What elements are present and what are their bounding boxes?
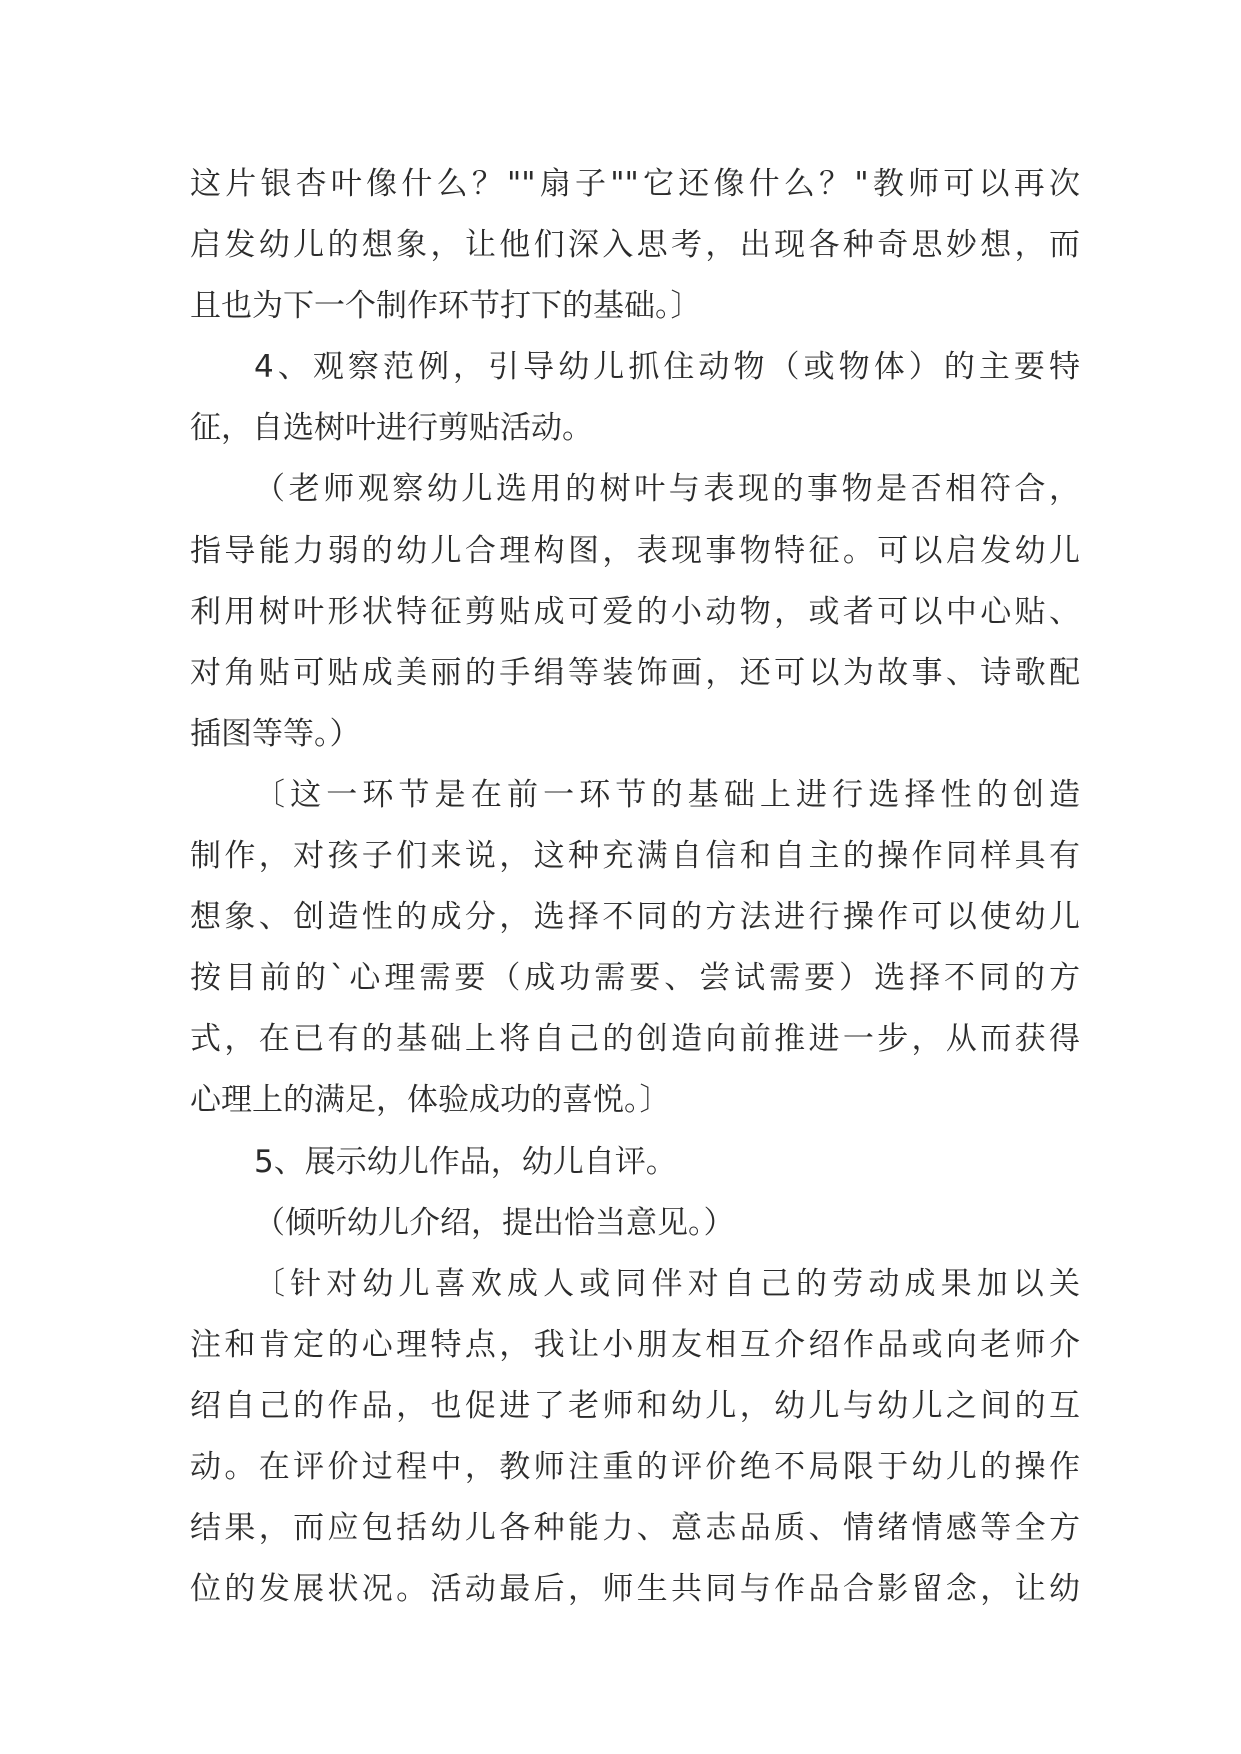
text-line: 这片银杏叶像什么？""扇子""它还像什么？"教师可以再次 — [190, 166, 1080, 202]
text-line: 插图等等。） — [190, 715, 361, 752]
text-line: 对角贴可贴成美丽的手绢等装饰画，还可以为故事、诗歌配 — [190, 654, 1080, 691]
text-line: 心理上的满足，体验成功的喜悦。〕 — [190, 1082, 671, 1119]
text-line: 制作，对孩子们来说，这种充满自信和自主的操作同样具有 — [190, 838, 1080, 875]
text-line: 注和肯定的心理特点，我让小朋友相互介绍作品或向老师介 — [190, 1326, 1080, 1363]
text-line: （倾听幼儿介绍，提出恰当意见。） — [254, 1204, 735, 1241]
text-line: 绍自己的作品，也促进了老师和幼儿，幼儿与幼儿之间的互 — [190, 1387, 1080, 1424]
text-line: 〔针对幼儿喜欢成人或同伴对自己的劳动成果加以关 — [254, 1265, 1080, 1302]
text-line: 动。在评价过程中，教师注重的评价绝不局限于幼儿的操作 — [190, 1448, 1080, 1485]
document-body — [190, 154, 1080, 1620]
text-line: 想象、创造性的成分，选择不同的方法进行操作可以使幼儿 — [190, 899, 1080, 936]
text-line: 启发幼儿的想象，让他们深入思考，出现各种奇思妙想，而 — [190, 227, 1080, 264]
text-line: 5、展示幼儿作品，幼儿自评。 — [254, 1143, 677, 1180]
text-line: 〔这一环节是在前一环节的基础上进行选择性的创造 — [254, 776, 1080, 813]
text-line: 利用树叶形状特征剪贴成可爱的小动物，或者可以中心贴、 — [190, 593, 1080, 630]
text-line: 指导能力弱的幼儿合理构图，表现事物特征。可以启发幼儿 — [190, 532, 1080, 569]
text-line: 且也为下一个制作环节打下的基础。〕 — [190, 288, 702, 325]
text-line: 4、观察范例，引导幼儿抓住动物（或物体）的主要特 — [254, 349, 1080, 386]
text-line: 式，在已有的基础上将自己的创造向前推进一步，从而获得 — [190, 1021, 1080, 1058]
text-line: 按目前的`心理需要（成功需要、尝试需要）选择不同的方 — [190, 960, 1080, 997]
text-line: 结果，而应包括幼儿各种能力、意志品质、情绪情感等全方 — [190, 1510, 1080, 1547]
text-line: 征，自选树叶进行剪贴活动。 — [190, 410, 593, 447]
text-line: （老师观察幼儿选用的树叶与表现的事物是否相符合， — [254, 471, 1080, 508]
text-line: 位的发展状况。活动最后，师生共同与作品合影留念，让幼 — [190, 1571, 1080, 1608]
